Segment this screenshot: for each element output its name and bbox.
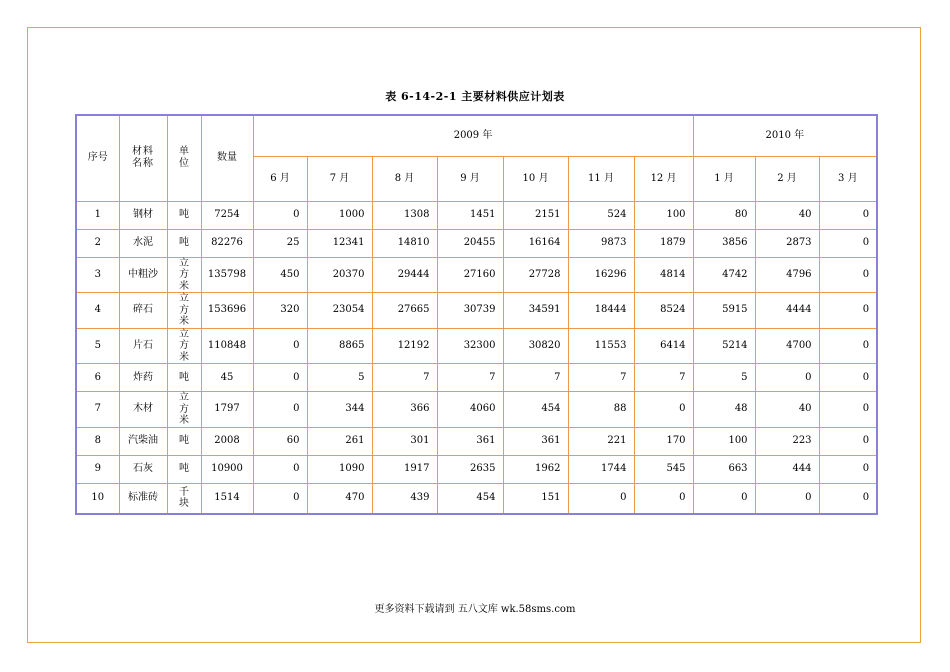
cell-month-value: 0 — [253, 201, 307, 229]
header-month: 12 月 — [634, 156, 693, 201]
cell-unit — [167, 483, 201, 514]
cell-quantity: 110848 — [201, 328, 253, 364]
cell-month-value: 444 — [755, 455, 819, 483]
cell-month-value: 7 — [503, 364, 568, 392]
margin-mark — [27, 268, 28, 310]
cell-material-name: 水泥 — [119, 229, 167, 257]
cell-month-value: 11553 — [568, 328, 634, 364]
cell-month-value: 0 — [755, 364, 819, 392]
cell-material-name: 钢材 — [119, 201, 167, 229]
cell-unit — [167, 293, 201, 329]
cell-quantity: 7254 — [201, 201, 253, 229]
cell-month-value: 0 — [634, 483, 693, 514]
cell-month-value: 545 — [634, 455, 693, 483]
cell-month-value: 361 — [437, 427, 503, 455]
header-month: 7 月 — [307, 156, 372, 201]
cell-month-value: 6414 — [634, 328, 693, 364]
cell-quantity: 2008 — [201, 427, 253, 455]
cell-month-value: 8524 — [634, 293, 693, 329]
cell-month-value: 3856 — [693, 229, 755, 257]
cell-month-value: 0 — [634, 392, 693, 428]
cell-month-value: 223 — [755, 427, 819, 455]
cell-month-value: 18444 — [568, 293, 634, 329]
cell-month-value: 7 — [568, 364, 634, 392]
cell-month-value: 23054 — [307, 293, 372, 329]
cell-month-value: 439 — [372, 483, 437, 514]
table-row — [76, 483, 877, 514]
cell-month-value: 5915 — [693, 293, 755, 329]
cell-month-value: 32300 — [437, 328, 503, 364]
cell-month-value: 16164 — [503, 229, 568, 257]
header-month: 8 月 — [372, 156, 437, 201]
cell-month-value: 60 — [253, 427, 307, 455]
cell-month-value: 0 — [755, 483, 819, 514]
cell-month-value: 12341 — [307, 229, 372, 257]
cell-unit: 吨 — [167, 201, 201, 229]
cell-month-value: 0 — [253, 328, 307, 364]
table-row — [76, 455, 877, 483]
cell-seq: 7 — [76, 392, 119, 428]
cell-month-value: 470 — [307, 483, 372, 514]
cell-quantity: 1514 — [201, 483, 253, 514]
cell-material-name: 中粗沙 — [119, 257, 167, 293]
cell-month-value: 4814 — [634, 257, 693, 293]
table-row — [76, 257, 877, 293]
cell-month-value: 20455 — [437, 229, 503, 257]
cell-seq: 5 — [76, 328, 119, 364]
table-title: 表 6-14-2-1 主要材料供应计划表 — [385, 90, 565, 103]
cell-month-value: 8865 — [307, 328, 372, 364]
cell-month-value: 0 — [819, 483, 877, 514]
cell-month-value: 7 — [372, 364, 437, 392]
cell-month-value: 5 — [693, 364, 755, 392]
cell-unit-text: 立方米 — [179, 328, 189, 363]
cell-month-value: 5 — [307, 364, 372, 392]
cell-quantity: 10900 — [201, 455, 253, 483]
cell-month-value: 221 — [568, 427, 634, 455]
cell-month-value: 4444 — [755, 293, 819, 329]
cell-month-value: 16296 — [568, 257, 634, 293]
cell-month-value: 4700 — [755, 328, 819, 364]
header-material-name — [119, 115, 167, 201]
cell-seq: 3 — [76, 257, 119, 293]
header-month: 2 月 — [755, 156, 819, 201]
cell-month-value: 1000 — [307, 201, 372, 229]
cell-month-value: 0 — [253, 392, 307, 428]
cell-month-value: 1308 — [372, 201, 437, 229]
table-row — [76, 364, 877, 392]
cell-material-name: 碎石 — [119, 293, 167, 329]
table-row — [76, 201, 877, 229]
cell-month-value: 80 — [693, 201, 755, 229]
header-seq: 序号 — [76, 115, 119, 201]
header-month: 10 月 — [503, 156, 568, 201]
cell-month-value: 40 — [755, 201, 819, 229]
cell-month-value: 1917 — [372, 455, 437, 483]
cell-month-value: 88 — [568, 392, 634, 428]
material-supply-table — [75, 114, 878, 515]
cell-unit-text: 立方米 — [179, 392, 189, 426]
header-year-2010: 2010 年 — [693, 115, 877, 156]
table-body — [76, 201, 877, 514]
cell-month-value: 524 — [568, 201, 634, 229]
cell-month-value: 14810 — [372, 229, 437, 257]
table-row — [76, 328, 877, 364]
cell-month-value: 0 — [693, 483, 755, 514]
cell-month-value: 320 — [253, 293, 307, 329]
cell-month-value: 20370 — [307, 257, 372, 293]
table-row — [76, 293, 877, 329]
cell-month-value: 0 — [253, 483, 307, 514]
cell-month-value: 29444 — [372, 257, 437, 293]
cell-unit — [167, 328, 201, 364]
cell-month-value: 9873 — [568, 229, 634, 257]
cell-unit: 吨 — [167, 455, 201, 483]
cell-unit — [167, 392, 201, 428]
cell-month-value: 1744 — [568, 455, 634, 483]
cell-quantity: 153696 — [201, 293, 253, 329]
header-unit-text: 单位 — [179, 146, 189, 170]
cell-month-value: 30739 — [437, 293, 503, 329]
footer-link-text: 更多资料下载请到 五八文库 wk.58sms.com — [374, 604, 576, 615]
cell-month-value: 366 — [372, 392, 437, 428]
cell-month-value: 0 — [819, 364, 877, 392]
table-row — [76, 392, 877, 428]
cell-seq: 9 — [76, 455, 119, 483]
cell-quantity: 135798 — [201, 257, 253, 293]
header-month: 11 月 — [568, 156, 634, 201]
cell-month-value: 1451 — [437, 201, 503, 229]
cell-material-name: 片石 — [119, 328, 167, 364]
cell-month-value: 0 — [253, 364, 307, 392]
cell-seq: 6 — [76, 364, 119, 392]
cell-month-value: 4060 — [437, 392, 503, 428]
header-month: 9 月 — [437, 156, 503, 201]
cell-month-value: 361 — [503, 427, 568, 455]
cell-unit-text: 立方米 — [179, 293, 189, 327]
cell-month-value: 48 — [693, 392, 755, 428]
cell-month-value: 2635 — [437, 455, 503, 483]
cell-month-value: 7 — [437, 364, 503, 392]
cell-material-name: 汽柴油 — [119, 427, 167, 455]
cell-material-name: 石灰 — [119, 455, 167, 483]
cell-month-value: 0 — [819, 427, 877, 455]
cell-month-value: 40 — [755, 392, 819, 428]
cell-seq: 4 — [76, 293, 119, 329]
cell-month-value: 301 — [372, 427, 437, 455]
header-material-name-text: 材料名称 — [132, 146, 154, 170]
cell-seq: 2 — [76, 229, 119, 257]
cell-month-value: 0 — [253, 455, 307, 483]
header-month: 1 月 — [693, 156, 755, 201]
cell-quantity: 82276 — [201, 229, 253, 257]
cell-quantity: 1797 — [201, 392, 253, 428]
cell-month-value: 0 — [819, 455, 877, 483]
cell-month-value: 261 — [307, 427, 372, 455]
cell-month-value: 7 — [634, 364, 693, 392]
cell-month-value: 4796 — [755, 257, 819, 293]
cell-month-value: 2151 — [503, 201, 568, 229]
cell-month-value: 2873 — [755, 229, 819, 257]
header-month: 3 月 — [819, 156, 877, 201]
cell-month-value: 100 — [634, 201, 693, 229]
cell-unit-text: 千块 — [179, 486, 189, 510]
cell-month-value: 454 — [437, 483, 503, 514]
cell-seq: 10 — [76, 483, 119, 514]
header-year-2009: 2009 年 — [253, 115, 693, 156]
cell-seq: 8 — [76, 427, 119, 455]
cell-month-value: 1962 — [503, 455, 568, 483]
cell-seq: 1 — [76, 201, 119, 229]
cell-unit: 吨 — [167, 229, 201, 257]
cell-month-value: 0 — [819, 201, 877, 229]
cell-month-value: 100 — [693, 427, 755, 455]
cell-month-value: 663 — [693, 455, 755, 483]
cell-month-value: 0 — [819, 328, 877, 364]
table-row — [76, 427, 877, 455]
cell-month-value: 454 — [503, 392, 568, 428]
cell-month-value: 12192 — [372, 328, 437, 364]
cell-month-value: 27160 — [437, 257, 503, 293]
margin-mark — [27, 410, 28, 450]
cell-month-value: 0 — [819, 293, 877, 329]
header-unit — [167, 115, 201, 201]
cell-month-value: 151 — [503, 483, 568, 514]
cell-material-name: 标准砖 — [119, 483, 167, 514]
cell-material-name: 木材 — [119, 392, 167, 428]
cell-month-value: 0 — [568, 483, 634, 514]
cell-month-value: 450 — [253, 257, 307, 293]
cell-month-value: 34591 — [503, 293, 568, 329]
cell-month-value: 4742 — [693, 257, 755, 293]
header-month: 6 月 — [253, 156, 307, 201]
cell-unit: 吨 — [167, 427, 201, 455]
cell-unit — [167, 257, 201, 293]
cell-unit-text: 立方米 — [179, 257, 189, 292]
table-row — [76, 229, 877, 257]
cell-month-value: 25 — [253, 229, 307, 257]
cell-month-value: 344 — [307, 392, 372, 428]
cell-month-value: 5214 — [693, 328, 755, 364]
cell-month-value: 27665 — [372, 293, 437, 329]
cell-month-value: 1879 — [634, 229, 693, 257]
cell-month-value: 170 — [634, 427, 693, 455]
cell-quantity: 45 — [201, 364, 253, 392]
cell-month-value: 0 — [819, 229, 877, 257]
cell-month-value: 1090 — [307, 455, 372, 483]
cell-unit: 吨 — [167, 364, 201, 392]
header-quantity: 数量 — [201, 115, 253, 201]
cell-material-name: 炸药 — [119, 364, 167, 392]
cell-month-value: 30820 — [503, 328, 568, 364]
cell-month-value: 0 — [819, 392, 877, 428]
cell-month-value: 0 — [819, 257, 877, 293]
cell-month-value: 27728 — [503, 257, 568, 293]
